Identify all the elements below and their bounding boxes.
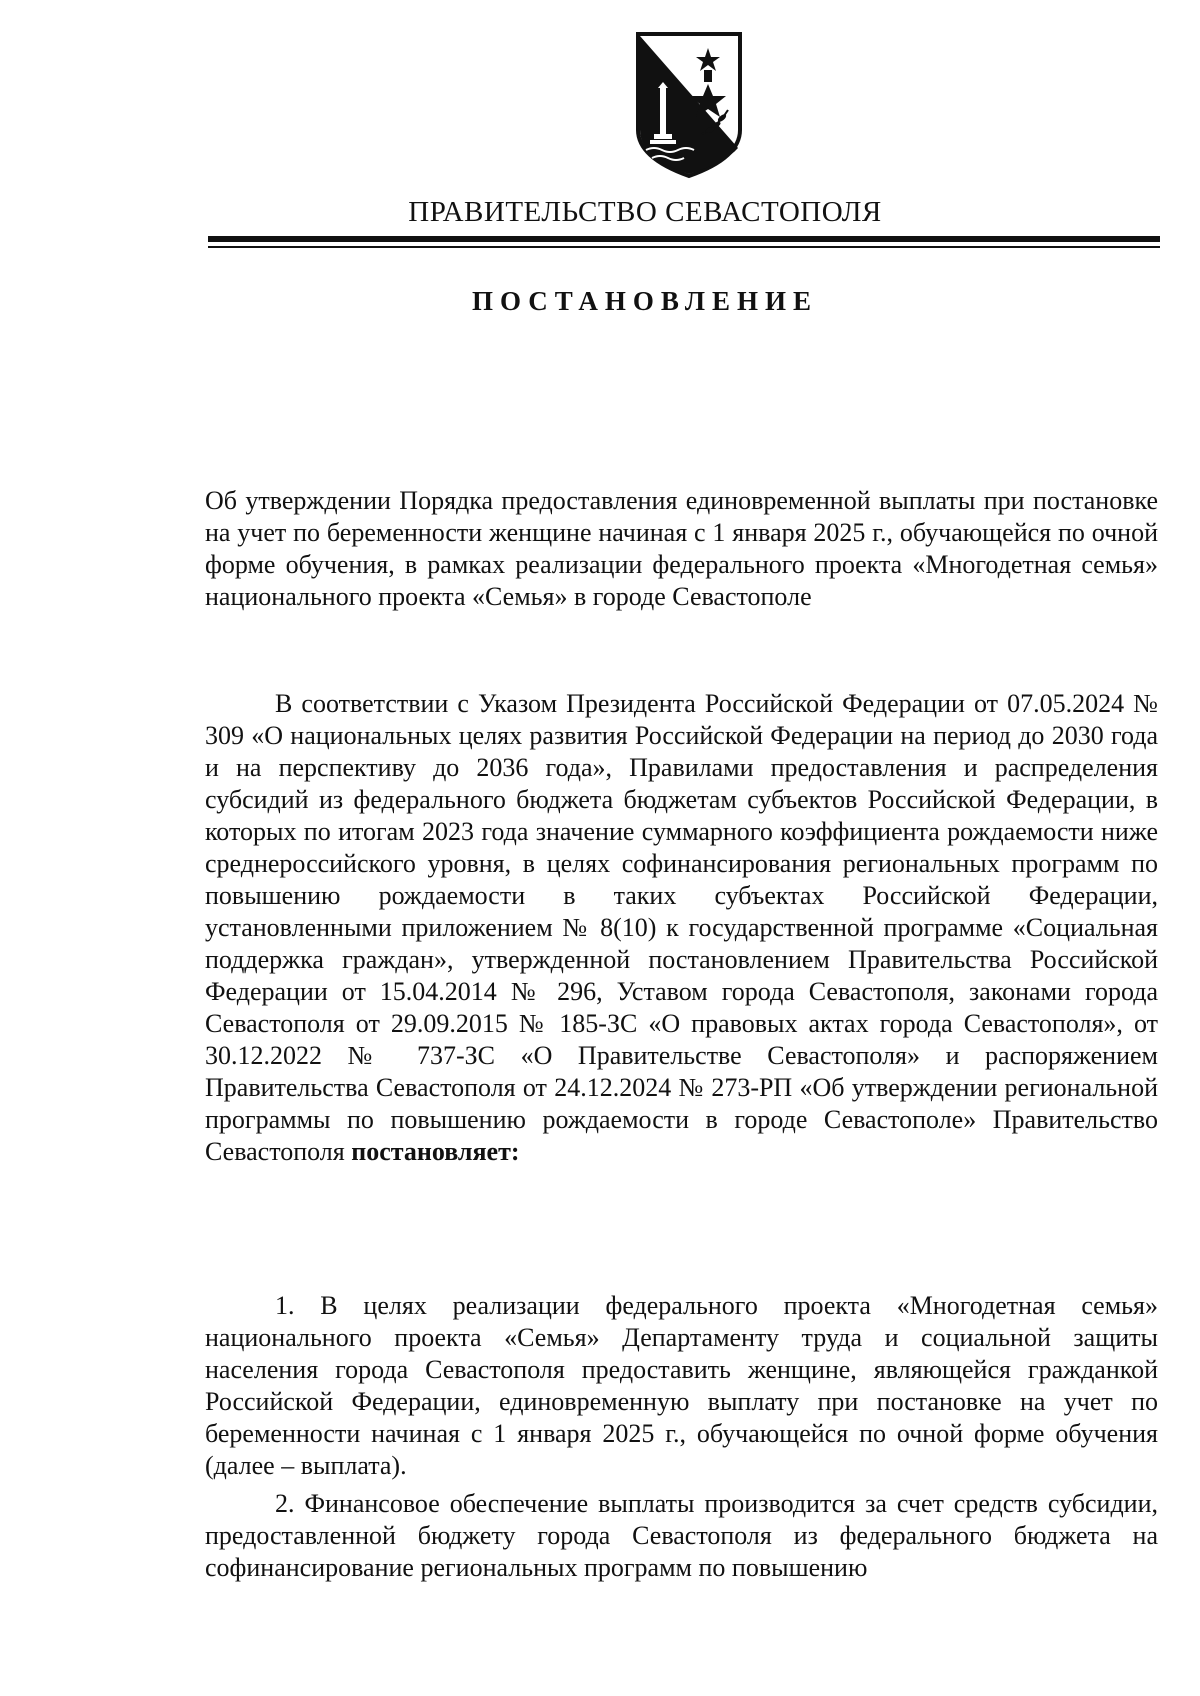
document-subject: Об утверждении Порядка предоставления единовременной выплаты при постановке на учет по беременности женщине начиная с 1 января 2025 г., обучающейся по очной форме обучения, в рамках реализации федерального проекта «Многодетная семья» национального проекта «Семья» в городе Севастополе (205, 486, 1158, 611)
header-divider-thick (208, 236, 1160, 242)
resolution-items (205, 1290, 1158, 1584)
preamble-paragraph (205, 688, 1158, 1168)
header-divider-thin (208, 246, 1160, 248)
preamble-text: В соответствии с Указом Президента Российской Федерации от 07.05.2024 № 309 «О национальных целях развития Российской Федерации на период до 2030 года и на перспективу до 2036 года», Правилами предоставления и распределения субсидий из федерального бюджета бюджетам субъектов Российской Федерации, в которых по итогам 2023 года значение суммарного коэффициента рождаемости ниже среднероссийского уровня, в целях софинансирования региональных программ по повышению рождаемости в таких субъектах Российской Федерации, установленными приложением № 8(10) к государственной программе «Социальная поддержка граждан», утвержденной постановлением Правительства Российской Федерации от 15.04.2014 № 296, Уставом города Севастополя, законами города Севастополя от 29.09.2015 № 185-ЗС «О правовых актах города Севастополя», от 30.12.2022 № 737-ЗС «О Правительстве Севастополя» и распоряжением Правительства Севастополя от 24.12.2024 № 273-РП «Об утверждении региональной программы по повышению рождаемости в городе Севастополе» Правительство Севастополя (205, 689, 1158, 1166)
document-type-title: ПОСТАНОВЛЕНИЕ (471, 286, 819, 316)
preamble (205, 688, 1158, 1168)
sevastopol-coat-of-arms-icon (630, 30, 748, 180)
resolution-item-1: 1. В целях реализации федерального проекта «Многодетная семья» национального проекта «Семья» Департаменту труда и социальной защиты населения города Севастополя предоставить женщине, являющейся гражданкой Российской Федерации, единовременную выплату при постановке на учет по беременности начиная с 1 января 2025 г., обучающейся по очной форме обучения (далее – выплата). (205, 1291, 1158, 1480)
resolves-keyword: постановляет: (351, 1137, 520, 1166)
government-name: ПРАВИТЕЛЬСТВО СЕВАСТОПОЛЯ (408, 196, 882, 228)
resolution-item-2: 2. Финансовое обеспечение выплаты производится за счет средств субсидии, предоставленной бюджету города Севастополя из федерального бюджета на софинансирование региональных программ по повышению (205, 1489, 1158, 1582)
